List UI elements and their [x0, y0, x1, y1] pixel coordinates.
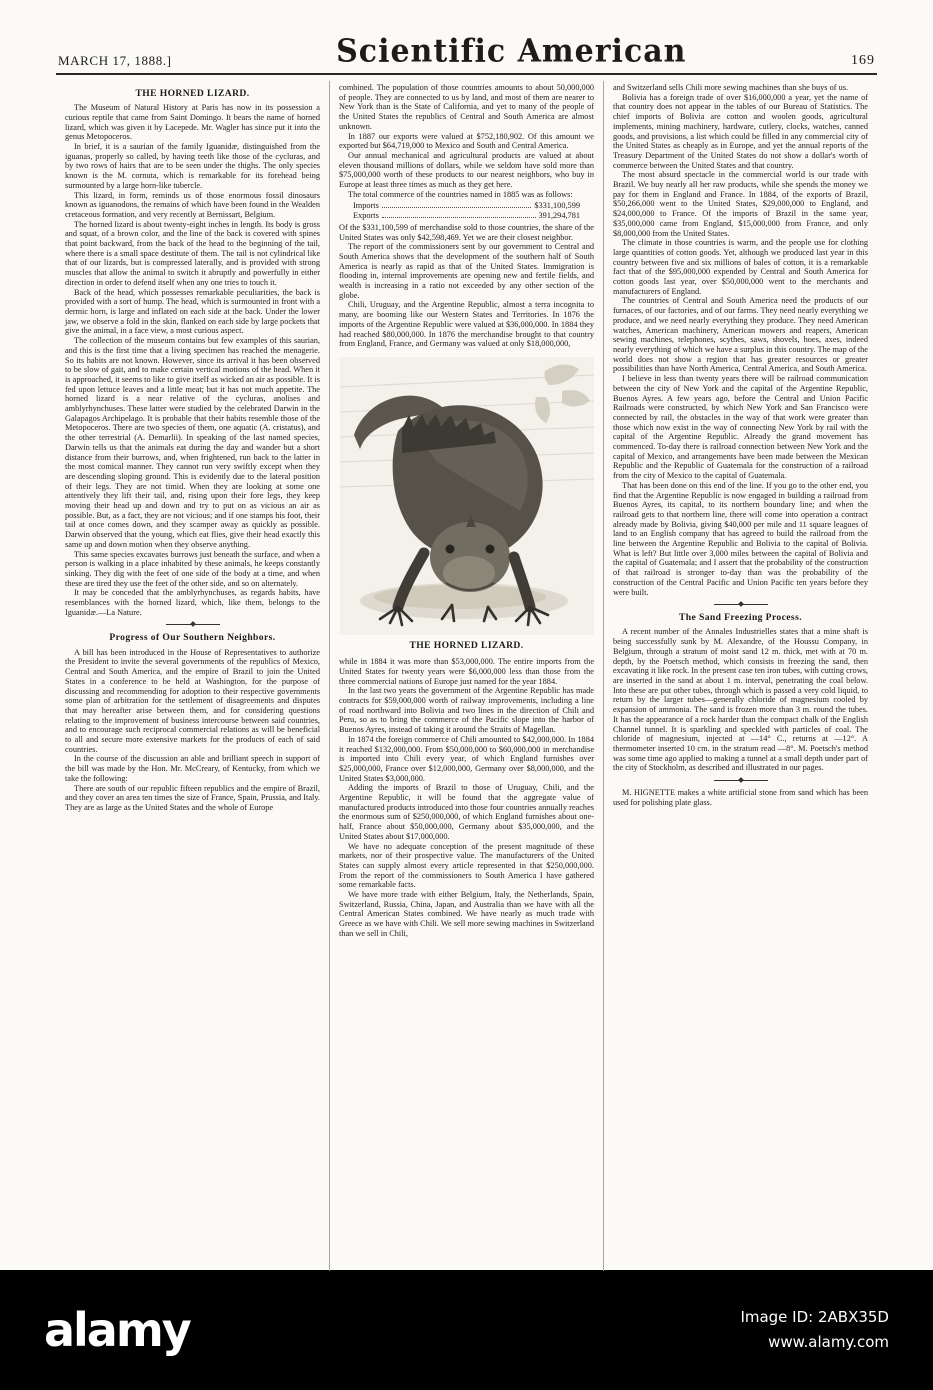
figure-caption: THE HORNED LIZARD. — [409, 639, 524, 651]
paragraph: and Switzerland sells Chili more sewing machines than she buys of us. — [613, 83, 849, 92]
paragraph: In the course of the discussion an able and brilliant speech in support of the bill was made by the Hon. Mr. McCreary, of Kentucky, from which we take the following: — [65, 754, 320, 783]
paragraph: Of the $331,100,599 of merchandise sold to those countries, the share of the United States was only $42,598,469. Yet we are their closest neighbor. — [339, 222, 594, 242]
horned-lizard-illustration — [335, 357, 598, 635]
paragraph: This same species excavates burrows just beneath the surface, and when a person is walking in a place inhabited by these animals, he keeps constantly sinking. They dig with the feet of one side of the body at a time, and when these are tired they use the feet of the other side, and so on alternately. — [65, 549, 320, 588]
paragraph: It may be conceded that the amblyrhynchuses, as regards habits, have resemblances with the horned lizard, which, like them, belongs to the Iguanidæ.—La Nature. — [65, 588, 320, 617]
paragraph: I believe in less than twenty years there will be railroad communication between the city of New York and the capital of the Argentine Republic, Buenos Ayres. A few years ago, before the Central and Union Pacific Railroads were constructed, by which New York and San Francisco were connected by rail, the obstacles in the way of that work were greater than those which now exist in the way of connecting New York by rail with the capital of the Argentine Republic. Already the grand movement has commenced. To-day there is railroad connection between New York and the capital of Mexico, and arrangements have been made between the Mexican Republic and the Republic of Guatemala for the construction of a railroad from the city of Mexico to the capital of Guatemala. — [613, 374, 868, 481]
article-title-southern-neighbors: Progress of Our Southern Neighbors. — [109, 632, 276, 644]
paragraph: The total commerce of the countries named in 1885 was as follows: — [348, 189, 573, 199]
lizard-engraving-svg — [340, 357, 594, 635]
paragraph: The report of the commissioners sent by our government to Central and South America shows that the development of the southern half of South America is nearly as rapid as that of the United States. Immigration is flooding in, internal improvements are opening new and fertile fields, and wealth is increasing in a ratio not exceeded by any other section of the globe. — [339, 242, 594, 300]
exports-value: 391,294,781 — [538, 211, 580, 221]
paragraph: M. HIGNETTE makes a white artificial stone from sand which has been used for polishing plate glass. — [613, 788, 868, 807]
paragraph: In 1887 our exports were valued at $752,180,902. Of this amount we exported but $64,719,000 to Mexico and South and Central America. — [339, 131, 594, 151]
page-number: 169 — [851, 53, 875, 68]
column-2 — [329, 81, 603, 1271]
masthead-title: Scientific American — [336, 33, 687, 70]
paragraph: That has been done on this end of the line. If you go to the other end, you find that the Argentine Republic is now engaged in building a railroad from Buenos Ayres, its capital, to its northern boundary line; and when the railroad gets to that northern line, there will come into operation a contract already made by Bolivia, giving $40,000 per mile and 11 square leagues of land to an English company that has agreed to build the railroad from the line between the Argentine Republic and Bolivia to the capital of Bolivia. What is left? But little over 3,000 miles between the capital of Bolivia and the capital of Guatemala; and I assert that the probability of the construction of that railroad is stronger to-day than was the probability of the construction of the Central Pacific and Union Pacific ten years before they were built. — [613, 480, 868, 597]
commerce-table — [353, 201, 580, 220]
watermark-meta — [740, 1305, 889, 1356]
paragraph: We have more trade with either Belgium, Italy, the Netherlands, Spain, Switzerland, Russia, China, Japan, and Australia than we have with all the Central American States combined. We have nearly as much trade with Greece as we have with Chili. We sell more sewing machines in Switzerland than we sell in Chili, — [339, 890, 594, 938]
imports-value: $331,100,599 — [534, 201, 580, 211]
paragraph: There are south of our republic fifteen republics and the empire of Brazil, and they cover an area ten times the size of France, Spain, Prussia, and Italy. They are as large as the United States and the whole of Europe — [65, 783, 320, 812]
dot-leader — [382, 207, 532, 208]
paragraph: In the last two years the government of the Argentine Republic has made contracts for $59,000,000 worth of railway improvements, including a line of road northward into Bolivia and two lines in the direction of Chili and Peru, so as to bring the commerce of the Pacific slope into the harbor of Buenos Ayres, instead of taking it around the Straits of Magellan. — [339, 686, 594, 735]
dot-leader — [382, 217, 536, 218]
paragraph: This lizard, in form, reminds us of those enormous fossil dinosaurs known as iguanodons, the remains of which have been found in the Wealden cretaceous formation, and very recently at Bernissart, Belgium. — [65, 190, 320, 219]
image-id-text: Image ID: 2ABX35D — [740, 1307, 889, 1326]
header-rule — [56, 73, 877, 75]
paragraph: The climate in those countries is warm, and the people use for clothing large quantities of cotton goods. Yet, although we produced last year in this country between five and six millions of bales of cotton, it is a remarkable fact that of the $95,000,000 expended by Central and South America for cotton goods last year, over $50,000,000 went to the merchants and manufacturers of England. — [613, 238, 868, 296]
paragraph: Bolivia has a foreign trade of over $16,000,000 a year, yet the name of that country does not appear in the tables of our Bureau of Statistics. The chief imports of Bolivia are cotton and woolen goods, agricultural implements, mining machinery, hardware, cutlery, clocks, watches, canned goods, and provisions, a list which could be filled in any commercial city of the United States as cheaply as in Europe, and yet the annual reports of the Treasury Department of the United States do not show a dollar's worth of commerce between the United States and that country. — [613, 92, 868, 170]
paragraph: We have no adequate conception of the present magnitude of these markets, nor of their prospective value. The manufacturers of the United States can supply almost every article represented in that $250,000,000. From the report of the commissioners to South America I have gathered some remarkable facts. — [339, 841, 594, 890]
paragraph: A bill has been introduced in the House of Representatives to authorize the President to invite the several governments of the republics of Mexico, Central and South America, and the empire of Brazil to join the United States in a conference to be held at Washington, for the purpose of discussing and recommending for adoption to their respective governments some plan of arbitration for the settlement of disagreements and disputes that may hereafter arise between them, and for considering questions relating to the improvement of business intercourse between said countries, and to encourage such reciprocal commercial relations as will be beneficial to all and secure more extensive markets for the products of each of said countries. — [65, 647, 320, 754]
exports-label: Exports — [353, 211, 379, 221]
article-title-horned-lizard: THE HORNED LIZARD. — [135, 88, 250, 99]
section-divider-ornament — [166, 624, 220, 625]
table-row — [353, 201, 580, 211]
paragraph: The horned lizard is about twenty-eight inches in length. Its body is gross and squat, of a brown color, and the line of the back is covered with spines that point backward, from the back of the head to the beginning of the tail, where there is a small space destitute of them. The tail is not cylindrical like that of our lizards, but is compressed laterally, and is provided with strong muscles that allow the animal to switch it abruptly and powerfully in either direction in order to defend itself when any one tries to touch it. — [65, 219, 320, 287]
watermark-bar — [0, 1270, 933, 1390]
issue-date: MARCH 17, 1888.] — [58, 53, 172, 68]
article-title-sand-freezing: The Sand Freezing Process. — [678, 612, 803, 624]
paragraph: Our annual mechanical and agricultural products are valued at about eleven thousand millions of dollars, while we seldom have sold more than $75,000,000 worth of these products to our nearest neighbors, who buy in Europe at least three times as much as they get here. — [339, 150, 594, 190]
paragraph: The collection of the museum contains but few examples of this saurian, and this is the first time that a living specimen has reached the menagerie. So its habits are not known. However, since its arrival it has been observed to be slow of gait, and to make certain vertical motions of the head. When it is approached, it seems to like to give itself as wicked an air as possible. It is fed upon lettuce leaves and a little meat; but it has not much appetite. The horned lizard is a near relative of the cycluras, anolises and amblyrhynchuses. These latter were studied by the celebrated Darwin in the Galapagos Archipelago. It is probable that their habits resemble those of the Metopoceros. There are two species of them, one aquatic (A. cristatus), and the other terrestrial (A. Demarlii). In speaking of the last named species, Darwin tells us that the animals eat during the day and wander but a short distance from their burrows, and, when frightened, run back to the latter in the most comical manner. They cannot run very swiftly except when they are descending sloping ground. This is evidently due to the lateral position of their legs. They are not timid. When they are looking at some one attentively they lift their tail, and, rising upon their fore legs, they keep moving their head up and down and try to put on as vicious an air as possible. But, as a fact, they are not vicious; and if one stamps his foot, their tail at once comes down, and they scamper away as quickly as possible. Darwin observed that the young, which eat flies, give their head exactly this same up and down motion when they observe anything. — [65, 336, 320, 549]
paragraph: The most absurd spectacle in the commercial world is our trade with Brazil. We buy nearly all her raw products, while she spends the money we pay for them in England and France. In 1884, of the exports of Brazil, $50,266,000 went to the United States, $29,000,000 to England, and $24,000,000 to France. Of the imports of Brazil in the same year, $35,000,000 came from England, $15,000,000 from France, and only $8,000,000 from the United States. — [613, 170, 868, 238]
section-divider-ornament — [714, 604, 768, 605]
paragraph: Back of the head, which possesses remarkable peculiarities, the back is provided with a sort of hump. The head, which is surmounted in front with a dermic horn, is large and inflated on each side at the back. Under the lower jaw, we observe a fold in the skin, flanked on each side by large pockets that give the animal, in a face view, a most curious aspect. — [65, 287, 320, 336]
paragraph: combined. The population of those countries amounts to about 50,000,000 of people. They are connected to us by land, and most of them are nearer to New York than is the State of California, and yet to many of the people of the United States the republics of Central and South America are almost unknown. — [339, 83, 594, 131]
imports-label: Imports — [353, 201, 379, 211]
paragraph: In brief, it is a saurian of the family Iguanidæ, distinguished from the iguanas, properly so called, by having teeth like those of the cycluras, and by two rows of hairs that are to be seen under the thighs. The only species known is the M. cornuta, which is remarkable for its forehead being surmounted by a large horn-like tubercle. — [65, 142, 320, 190]
paragraph: In 1874 the foreign commerce of Chili amounted to $42,000,000. In 1884 it reached $132,000,000. From $50,000,000 to $60,000,000 in merchandise is imported into Chili every year, of which England furnishes over $25,000,000, France over $12,000,000, Germany over $8,000,000, and the United States $3,000,000. — [339, 734, 594, 783]
paragraph: A recent number of the Annales Industrielles states that a mine shaft is being successfully sunk by M. Alexandre, of the Houssu Company, in Belgium, through a stratum of moist sand 12 m. thick, met with at 70 m. depth, by the Poetsch method, which consists in freezing the sand, then excavating it like rock. In the present case ten iron tubes, with cutting crows, are inserted in the sand at about 1 m. interval, penetrating the coal below. Into these are put other tubes, through which is passed a very cold liquid, to return by the larger tubes—generally chloride of magnesium cooled by expansion of ammonia. The sand is frozen more than 3 m. round the tubes. It has the appearance of a rock harder than the compact chalk of the English Channel tunnel. It is sparkling and speckled with particles of coal. The chloride of magnesium, injected at —14° C., returns at —12°. A thermometer inserted 10 cm. in the stratum read —8°. M. Poetsch's method was some time ago applied to making a tunnel at a small depth under part of the city of Stockholm, as described and illustrated in our pages. — [613, 627, 868, 773]
column-3 — [603, 81, 877, 1271]
page-header — [0, 0, 933, 73]
alamy-url-text: www.alamy.com — [768, 1333, 889, 1351]
section-divider-ornament — [714, 780, 768, 781]
column-1 — [56, 81, 329, 1271]
paragraph: Chili, Uruguay, and the Argentine Republic, almost a terra incognita to many, are booming like our Western States and Territories. In 1876 the imports of the Argentine Republic were valued at $36,000,000. In 1884 they had reached $80,000,000. In 1876 the merchandise brought to that country from England, France, and Germany was valued at only $18,000,000, — [339, 300, 594, 349]
paragraph: The countries of Central and South America need the products of our furnaces, of our factories, and of our farms. They need nearly everything we produce, and we need nearly everything they produce. They need American watches, American machinery, American mowers and reapers, American sewing machines, telephones, scythes, saws, shovels, hoes, axes, indeed nearly everything of which we have a surplus in this country. The map of the world does not show a region that has greater resources or greater possibilities than have North America, Central America, and South America. — [613, 296, 868, 374]
article-columns — [56, 81, 877, 1271]
paragraph: while in 1884 it was more than $53,000,000. The entire imports from the United States for twenty years were $6,000,000 less than those from the three commercial nations of Europe just named for the year 1884. — [339, 657, 594, 686]
alamy-logo: alamy — [44, 1303, 190, 1357]
paragraph: Adding the imports of Brazil to those of Uruguay, Chili, and the Argentine Republic, it will be found that the aggregate value of manufactured products introduced into those four countries annually reaches the enormous sum of $250,000,000, of which England furnishes about one-half, France about $50,000,000, Germany about $35,000,000, and the United States about $17,000,000. — [339, 783, 594, 841]
table-row — [353, 211, 580, 221]
paragraph: The Museum of Natural History at Paris has now in its possession a curious reptile that came from Saint Domingo. It bears the name of horned lizard, which was given it by Lacepede. Mr. Wagler has since put it into the genus Metopoceros. — [65, 103, 320, 142]
